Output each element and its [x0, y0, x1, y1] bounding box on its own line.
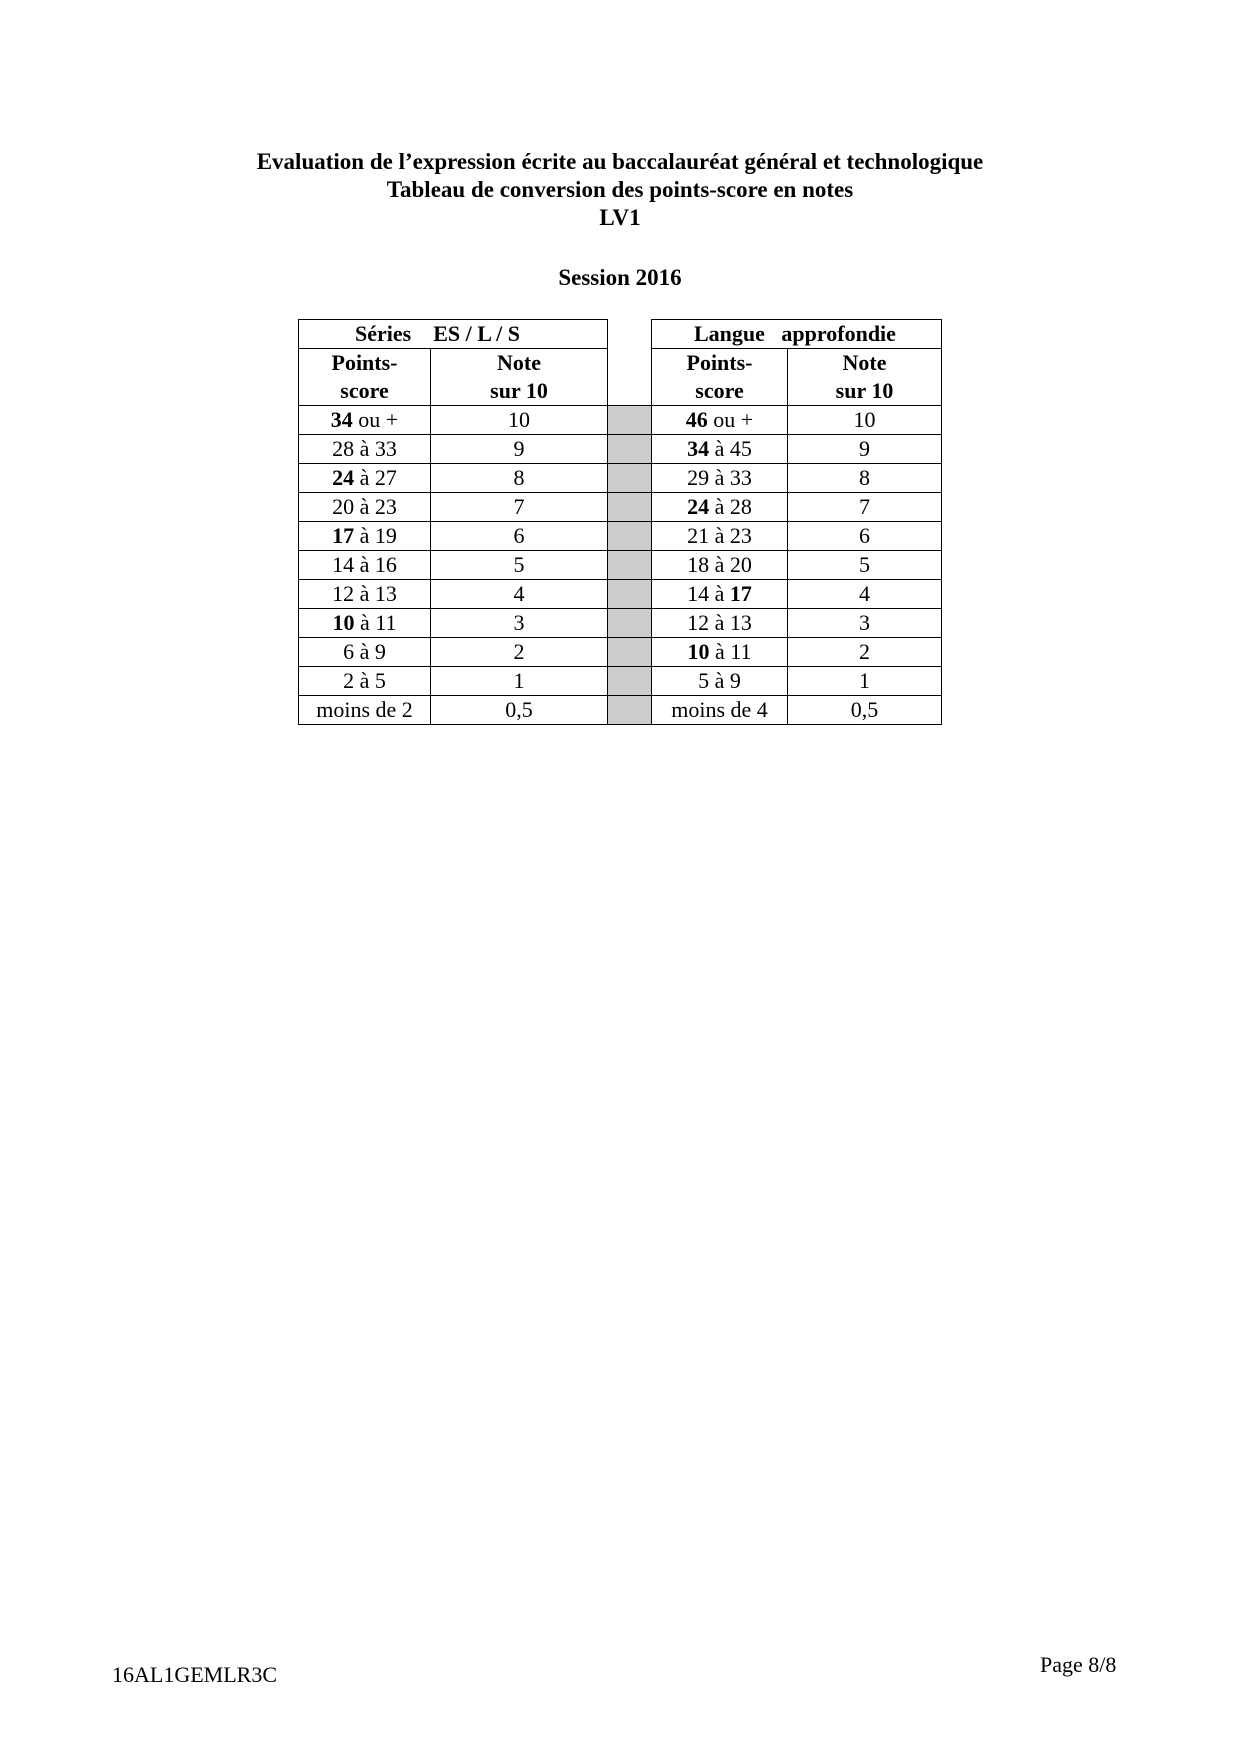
right-points-header-line1: Points- [686, 350, 753, 375]
title-line-3: LV1 [599, 205, 641, 230]
range-end: 11 [730, 639, 752, 664]
left-series-header [299, 320, 608, 349]
left-points-range [299, 493, 431, 522]
left-points-range [299, 667, 431, 696]
range-separator: à [354, 668, 375, 693]
range-separator: à [709, 494, 730, 519]
left-note-value: 6 [431, 522, 608, 551]
left-points-header-line1: Points- [331, 350, 398, 375]
range-start: 2 [343, 668, 355, 693]
left-note-header-line1: Note [497, 350, 541, 375]
range-separator: à [709, 639, 731, 664]
right-points-range [652, 551, 788, 580]
range-end: 9 [374, 639, 386, 664]
table-row [299, 406, 942, 435]
range-end: 33 [729, 465, 752, 490]
table-row [299, 638, 942, 667]
separator-cell [608, 580, 652, 609]
right-points-range [652, 696, 788, 725]
right-points-range [652, 667, 788, 696]
range-start: moins de 2 [316, 697, 413, 722]
column-header-row [299, 349, 942, 406]
right-note-value: 7 [788, 493, 942, 522]
right-points-range [652, 406, 788, 435]
left-note-value: 2 [431, 638, 608, 667]
table-row [299, 551, 942, 580]
range-end: 23 [374, 494, 397, 519]
range-separator: à [354, 494, 375, 519]
session-heading: Session 2016 [558, 265, 682, 290]
right-note-header [788, 349, 942, 406]
left-points-header-line2: score [340, 378, 389, 403]
range-start: 21 [687, 523, 710, 548]
range-start: 10 [332, 610, 355, 635]
right-note-header-line2: sur 10 [835, 378, 894, 403]
range-end: 11 [375, 610, 397, 635]
range-start: 12 [687, 610, 710, 635]
left-points-range [299, 435, 431, 464]
range-end: 19 [374, 523, 397, 548]
left-points-range [299, 464, 431, 493]
range-separator: à [354, 581, 375, 606]
separator-blank [608, 320, 652, 349]
range-start: moins de 4 [671, 697, 768, 722]
range-start: 17 [332, 523, 355, 548]
right-series-header [652, 320, 942, 349]
document-title [0, 148, 1240, 232]
left-series-label: Séries [355, 321, 412, 346]
left-points-range [299, 406, 431, 435]
left-note-value: 10 [431, 406, 608, 435]
right-note-value: 0,5 [788, 696, 942, 725]
separator-cell [608, 522, 652, 551]
right-points-range [652, 638, 788, 667]
separator-cell [608, 435, 652, 464]
left-note-value: 1 [431, 667, 608, 696]
range-end: 27 [374, 465, 397, 490]
left-note-value: 7 [431, 493, 608, 522]
right-note-value: 3 [788, 609, 942, 638]
range-start: 10 [687, 639, 710, 664]
range-separator: à [709, 523, 730, 548]
range-start: 28 [332, 436, 355, 461]
range-separator: à [709, 610, 730, 635]
table-row [299, 493, 942, 522]
table-row [299, 696, 942, 725]
range-end: 13 [374, 581, 397, 606]
left-points-range [299, 522, 431, 551]
range-separator: à [709, 465, 730, 490]
right-note-value: 4 [788, 580, 942, 609]
left-points-range [299, 551, 431, 580]
range-end: 5 [374, 668, 386, 693]
title-line-2: Tableau de conversion des points-score en notes [386, 177, 854, 202]
right-points-range [652, 609, 788, 638]
range-separator: à [354, 465, 375, 490]
right-note-value: 1 [788, 667, 942, 696]
right-note-value: 8 [788, 464, 942, 493]
range-separator: à [354, 552, 375, 577]
range-start: 20 [332, 494, 355, 519]
range-end: 23 [729, 523, 752, 548]
separator-cell [608, 464, 652, 493]
separator-cell [608, 609, 652, 638]
left-note-value: 3 [431, 609, 608, 638]
right-points-range [652, 493, 788, 522]
range-start: 34 [330, 407, 353, 432]
right-points-range [652, 435, 788, 464]
range-separator: à [709, 668, 730, 693]
left-note-value: 0,5 [431, 696, 608, 725]
range-start: 29 [687, 465, 710, 490]
right-note-value: 10 [788, 406, 942, 435]
table-row [299, 580, 942, 609]
range-end: 13 [729, 610, 752, 635]
range-separator: à [709, 552, 730, 577]
separator-cell [608, 493, 652, 522]
right-note-value: 6 [788, 522, 942, 551]
range-end: 28 [729, 494, 752, 519]
range-end: 9 [729, 668, 741, 693]
right-points-range [652, 580, 788, 609]
left-note-value: 4 [431, 580, 608, 609]
table-row [299, 667, 942, 696]
right-note-header-line1: Note [842, 350, 887, 375]
range-start: 6 [343, 639, 355, 664]
left-note-header [431, 349, 608, 406]
right-note-value: 9 [788, 435, 942, 464]
separator-blank [608, 349, 652, 406]
right-points-header [652, 349, 788, 406]
left-points-header [299, 349, 431, 406]
left-points-range [299, 580, 431, 609]
table-row [299, 464, 942, 493]
range-separator: à [354, 436, 375, 461]
series-header-row [299, 320, 942, 349]
range-separator: à [709, 581, 730, 606]
range-start: 46 [685, 407, 708, 432]
left-note-value: 8 [431, 464, 608, 493]
range-end: 17 [729, 581, 752, 606]
right-points-range [652, 464, 788, 493]
range-separator: ou + [707, 407, 754, 432]
range-end: 16 [374, 552, 397, 577]
range-separator: à [354, 610, 376, 635]
left-points-range [299, 638, 431, 667]
range-separator: à [709, 436, 730, 461]
range-separator: ou + [352, 407, 399, 432]
left-note-header-line2: sur 10 [490, 378, 548, 403]
range-start: 18 [687, 552, 710, 577]
separator-cell [608, 667, 652, 696]
range-start: 24 [687, 494, 710, 519]
left-note-value: 9 [431, 435, 608, 464]
range-end: 33 [374, 436, 397, 461]
right-points-header-line2: score [695, 378, 744, 403]
range-end: 45 [729, 436, 752, 461]
separator-cell [608, 696, 652, 725]
table-row [299, 609, 942, 638]
page-number: Page 8/8 [1040, 1652, 1117, 1677]
right-points-range [652, 522, 788, 551]
right-note-value: 2 [788, 638, 942, 667]
range-separator: à [354, 523, 375, 548]
left-series-value: ES / L / S [433, 321, 521, 346]
table-row [299, 435, 942, 464]
range-start: 14 [687, 581, 710, 606]
right-note-value: 5 [788, 551, 942, 580]
range-separator: à [354, 639, 375, 664]
conversion-table [298, 319, 942, 725]
range-start: 12 [332, 581, 355, 606]
left-points-range [299, 696, 431, 725]
table-row [299, 522, 942, 551]
range-start: 5 [698, 668, 710, 693]
left-note-value: 5 [431, 551, 608, 580]
range-start: 14 [332, 552, 355, 577]
separator-cell [608, 638, 652, 667]
right-series-value: approfondie [781, 321, 896, 346]
right-series-label: Langue [694, 321, 765, 346]
separator-cell [608, 406, 652, 435]
range-start: 34 [687, 436, 710, 461]
separator-cell [608, 551, 652, 580]
document-code: 16AL1GEMLR3C [112, 1662, 277, 1687]
range-end: 20 [729, 552, 752, 577]
title-line-1: Evaluation de l’expression écrite au baccalauréat général et technologique [256, 149, 984, 174]
left-points-range [299, 609, 431, 638]
range-start: 24 [332, 465, 355, 490]
